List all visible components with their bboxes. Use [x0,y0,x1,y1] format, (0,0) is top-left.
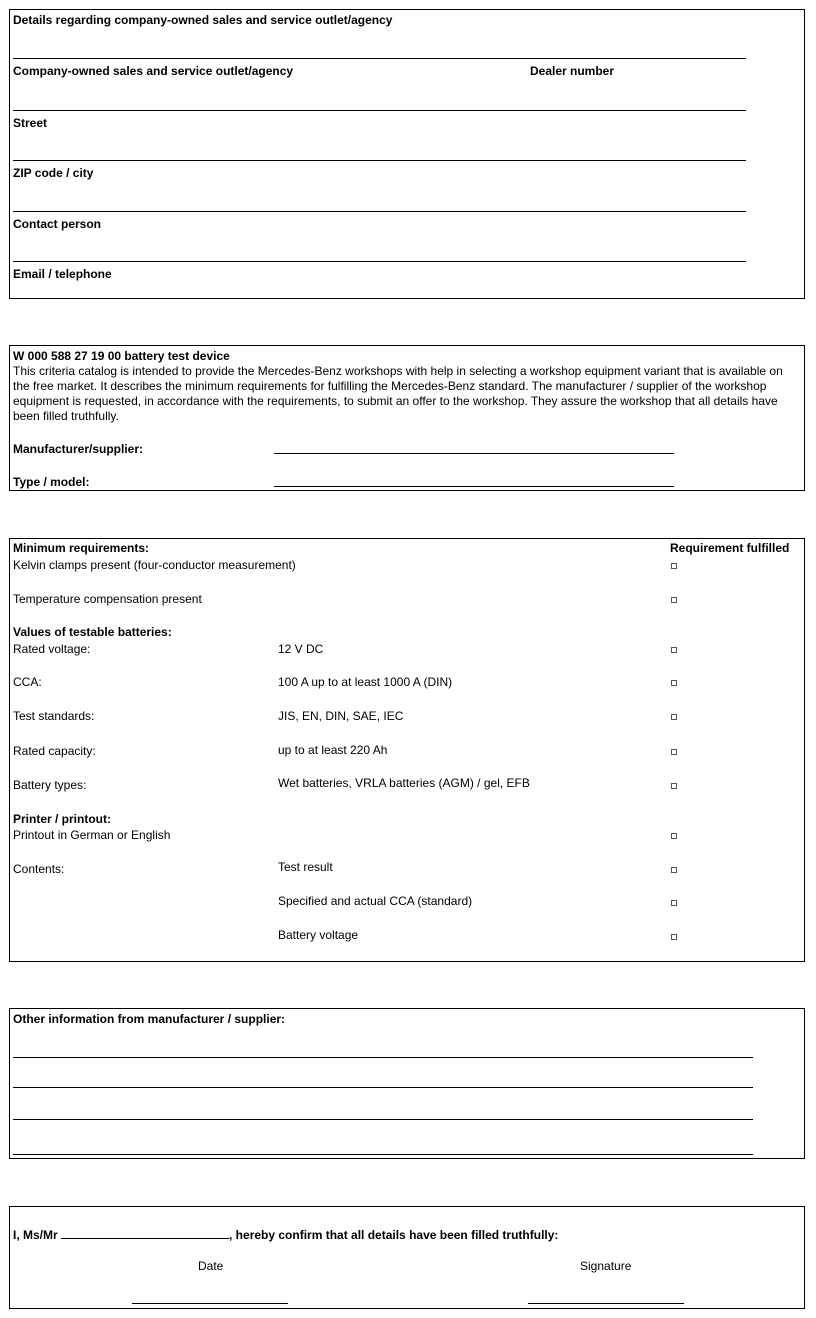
battery-types-value: Wet batteries, VRLA batteries (AGM) / gel, EFB [278,776,530,790]
device-title: W 000 588 27 19 00 battery test device [13,349,230,363]
signature-label: Signature [580,1259,632,1273]
kelvin-clamps-checkbox[interactable] [671,563,677,569]
contents-cca: Specified and actual CCA (standard) [278,894,473,908]
contact-person-label: Contact person [13,217,102,231]
zip-city-label: ZIP code / city [13,166,94,180]
cca-checkbox[interactable] [671,680,677,686]
printout-language-checkbox[interactable] [671,833,677,839]
email-telephone-field[interactable] [13,261,746,262]
rated-capacity-checkbox[interactable] [671,749,677,755]
date-label: Date [198,1259,224,1273]
other-info-line-1[interactable] [13,1057,753,1058]
street-field[interactable] [13,110,746,111]
rated-capacity-value: up to at least 220 Ah [278,743,388,757]
street-label: Street [13,116,48,130]
contents-battery-voltage: Battery voltage [278,928,359,942]
confirmation-statement [13,1226,558,1242]
type-model-field[interactable] [274,486,674,487]
printer-heading: Printer / printout: [13,812,111,826]
contact-person-field[interactable] [13,211,746,212]
contents-label: Contents: [13,862,65,876]
cca-value: 100 A up to at least 1000 A (DIN) [278,675,453,689]
battery-types-label: Battery types: [13,778,87,792]
requirements-heading: Minimum requirements: [13,541,150,555]
date-field[interactable] [132,1303,288,1304]
test-result-checkbox[interactable] [671,867,677,873]
other-info-line-2[interactable] [13,1087,753,1088]
test-standards-label: Test standards: [13,709,95,723]
rated-voltage-label: Rated voltage: [13,642,91,656]
device-description: This criteria catalog is intended to provide the Mercedes-Benz workshops with help in selecting a workshop equipment variant that is available on the free market. It describes the minimum requirements for fulfilling the Mercedes-Benz standard. The manufacturer / supplier of the workshop equipment is requested, in accordance with the requirements, to submit an offer to the workshop. They assure the workshop that all details have been filled truthfully. [13,364,783,423]
manufacturer-field[interactable] [274,453,674,454]
temperature-compensation-checkbox[interactable] [671,597,677,603]
zip-city-field[interactable] [13,160,746,161]
signature-field[interactable] [528,1303,684,1304]
rated-capacity-label: Rated capacity: [13,744,96,758]
kelvin-clamps-label: Kelvin clamps present (four-conductor measurement) [13,558,296,572]
dealer-details-section [9,9,805,299]
battery-types-checkbox[interactable] [671,783,677,789]
other-info-line-4[interactable] [13,1154,753,1155]
outlet-field[interactable] [13,58,746,59]
email-telephone-label: Email / telephone [13,267,112,281]
contents-test-result: Test result [278,860,333,874]
confirmation-suffix: , hereby confirm that all details have been filled truthfully: [229,1228,559,1242]
name-field[interactable] [61,1226,229,1239]
outlet-label: Company-owned sales and service outlet/agency [13,64,294,78]
rated-voltage-checkbox[interactable] [671,647,677,653]
manufacturer-label: Manufacturer/supplier: [13,442,144,456]
temperature-compensation-label: Temperature compensation present [13,592,202,606]
confirmation-prefix: I, Ms/Mr [13,1228,58,1242]
test-standards-value: JIS, EN, DIN, SAE, IEC [278,709,404,723]
type-model-label: Type / model: [13,475,90,489]
testable-batteries-heading: Values of testable batteries: [13,625,172,639]
fulfilled-header: Requirement fulfilled [670,541,790,555]
rated-voltage-value: 12 V DC [278,642,324,656]
device-section [9,345,805,491]
requirements-section [9,538,805,962]
other-info-heading: Other information from manufacturer / supplier: [13,1012,286,1026]
cca-label: CCA: [13,675,42,689]
printout-language-label: Printout in German or English [13,828,171,842]
confirmation-section [9,1206,805,1309]
other-info-line-3[interactable] [13,1119,753,1120]
test-standards-checkbox[interactable] [671,714,677,720]
dealer-details-heading: Details regarding company-owned sales and service outlet/agency [13,13,393,27]
specified-cca-checkbox[interactable] [671,900,677,906]
dealer-number-label: Dealer number [530,64,615,78]
battery-voltage-checkbox[interactable] [671,934,677,940]
other-info-section [9,1008,805,1159]
